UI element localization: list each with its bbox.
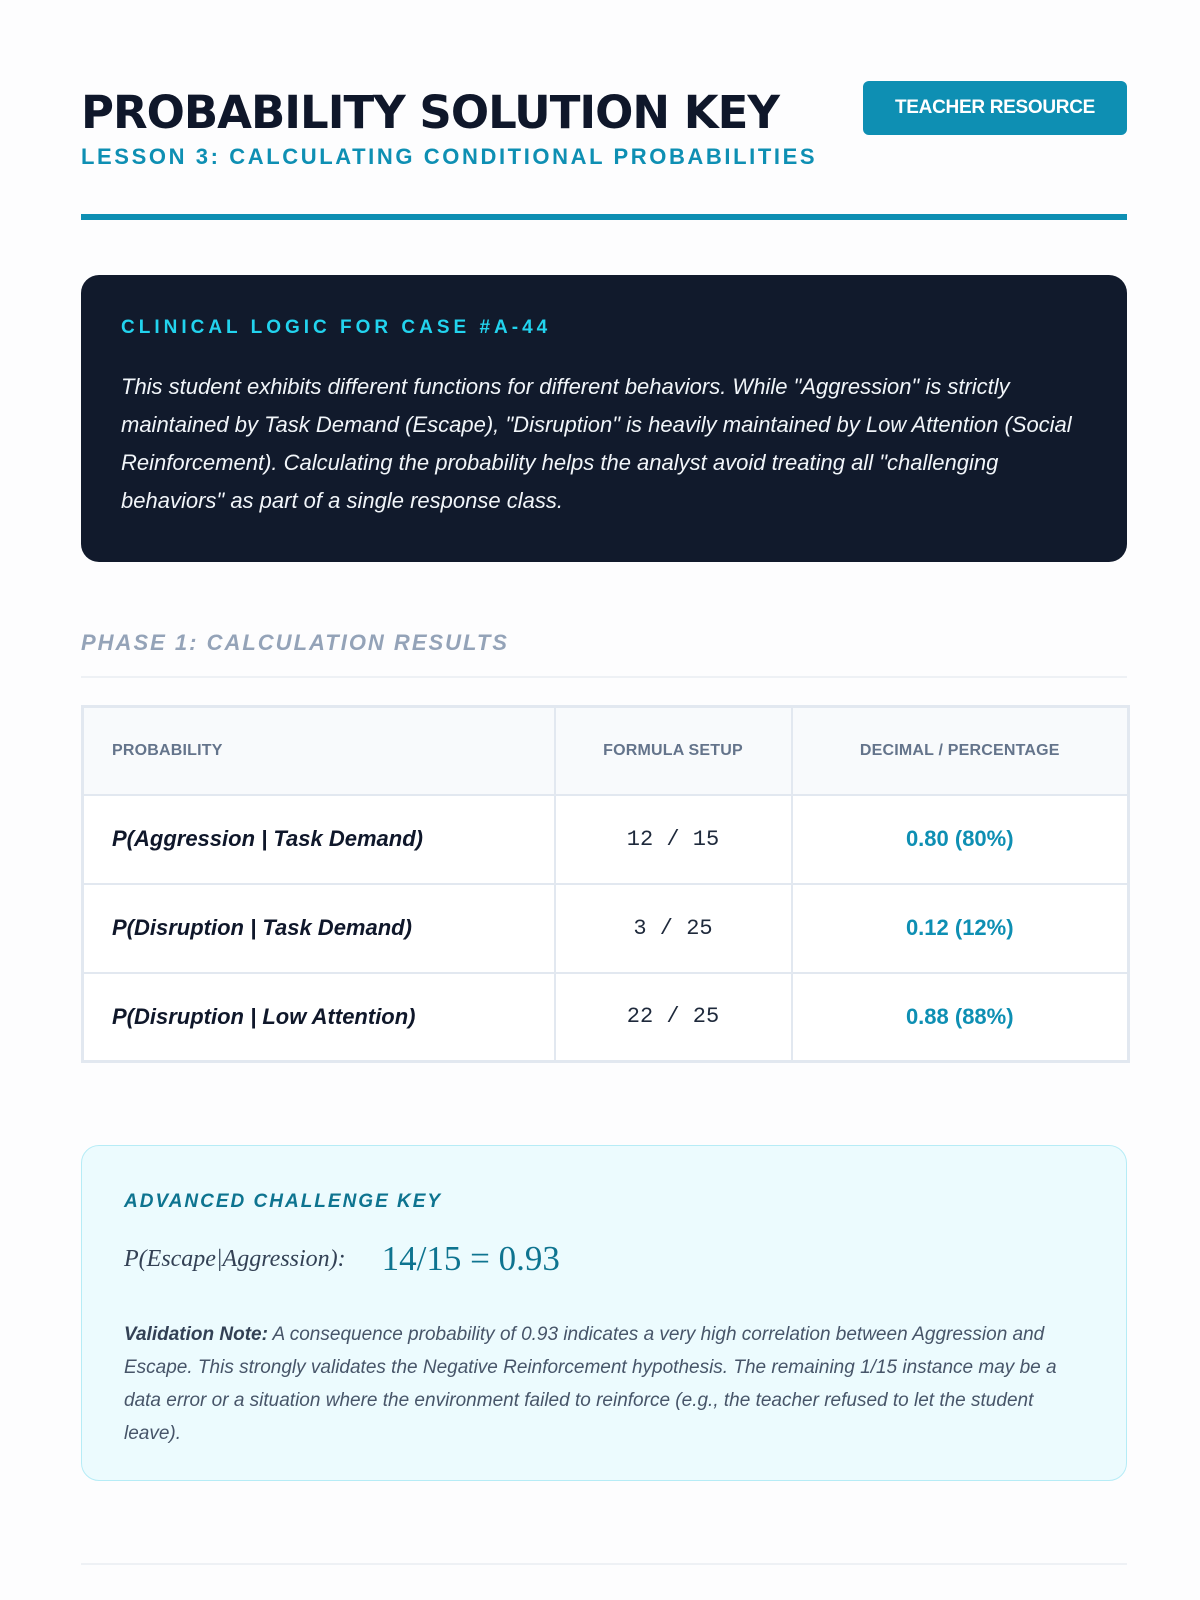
lesson-subtitle: LESSON 3: CALCULATING CONDITIONAL PROBABILITIES	[81, 144, 818, 169]
footer-divider	[81, 1563, 1127, 1565]
formula-cell: 22 / 25	[555, 973, 792, 1062]
column-header-formula: FORMULA SETUP	[555, 707, 792, 795]
equation	[124, 1234, 560, 1284]
advanced-challenge-card	[81, 1145, 1127, 1481]
table-header-row	[83, 707, 1129, 795]
validation-note-text: A consequence probability of 0.93 indicates a very high correlation between Aggression and Escape. This strongly validates the Negative Reinforcement hypothesis. The remaining 1/15 instance may be a data error or a situation where the environment failed to reinforce (e.g., the teacher refused to let the student leave).	[124, 1324, 1057, 1444]
column-header-decimal: DECIMAL / PERCENTAGE	[792, 707, 1129, 795]
equation-value: 14/15 = 0.93	[381, 1239, 560, 1278]
clinical-logic-text: This student exhibits different functions for different behaviors. While "Aggression" is strictly maintained by Task Demand (Escape), "Disruption" is heavily maintained by Low Attention (Social Reinforcement). Calculating the probability helps the analyst avoid treating all "challenging behaviors" as part of a single response class.	[121, 374, 1072, 513]
table-row	[83, 973, 1129, 1062]
validation-note	[124, 1318, 1084, 1450]
probability-cell: P(Aggression | Task Demand)	[83, 795, 555, 884]
header-divider	[81, 214, 1127, 220]
formula-cell: 12 / 15	[555, 795, 792, 884]
formula-cell: 3 / 25	[555, 884, 792, 973]
table-row	[83, 884, 1129, 973]
clinical-logic-card	[81, 275, 1127, 562]
probability-cell: P(Disruption | Task Demand)	[83, 884, 555, 973]
decimal-cell: 0.80 (80%)	[792, 795, 1129, 884]
clinical-logic-heading: CLINICAL LOGIC FOR CASE #A-44	[121, 317, 552, 338]
advanced-challenge-heading: ADVANCED CHALLENGE KEY	[124, 1191, 443, 1212]
phase-heading: PHASE 1: CALCULATION RESULTS	[81, 630, 509, 655]
validation-note-label: Validation Note:	[124, 1324, 268, 1345]
decimal-cell: 0.88 (88%)	[792, 973, 1129, 1062]
table-row	[83, 795, 1129, 884]
phase-divider	[81, 676, 1127, 678]
probability-cell: P(Disruption | Low Attention)	[83, 973, 555, 1062]
page-title: PROBABILITY SOLUTION KEY	[81, 86, 779, 139]
column-header-probability: PROBABILITY	[83, 707, 555, 795]
equation-label: P(Escape|Aggression):	[124, 1245, 346, 1272]
page-header	[81, 78, 1127, 178]
decimal-cell: 0.12 (12%)	[792, 884, 1129, 973]
results-table	[81, 705, 1130, 1063]
teacher-resource-badge: TEACHER RESOURCE	[863, 81, 1127, 135]
